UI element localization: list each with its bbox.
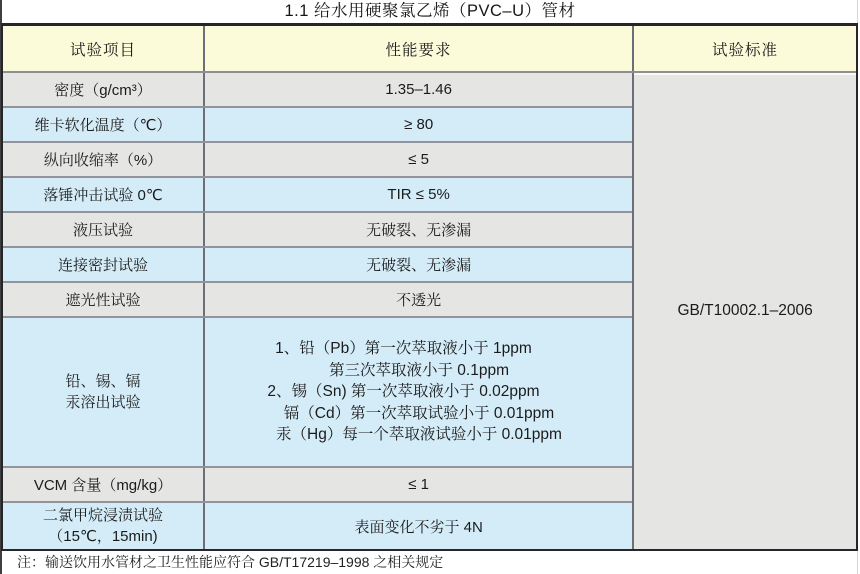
standard-value: GB/T10002.1–2006 — [677, 302, 813, 319]
requirement-value: ≥ 80 — [205, 108, 632, 141]
table-row-shrinkage — [3, 141, 632, 176]
test-item-line2: 汞溶出试验 — [65, 394, 141, 411]
test-item-label: 液压试验 — [3, 213, 205, 246]
header-test-standard: 试验标准 — [634, 26, 856, 71]
table-row-dichloromethane — [3, 501, 632, 549]
requirement-line: 镉（Cd）第一次萃取试验小于 0.01ppm — [283, 404, 555, 422]
requirement-value: 无破裂、无渗漏 — [205, 248, 632, 281]
table-body-left — [3, 73, 632, 549]
test-item-label — [3, 503, 205, 549]
test-item-label: 维卡软化温度（℃） — [3, 108, 205, 141]
requirement-line: 1、铅（Pb）第一次萃取液小于 1ppm — [275, 340, 532, 358]
test-item-line2: （15℃，15min) — [48, 528, 158, 545]
table-row-hydrostatic — [3, 211, 632, 246]
header-test-item: 试验项目 — [3, 26, 205, 71]
requirement-value: TIR ≤ 5% — [205, 178, 632, 211]
test-item-label: 纵向收缩率（%） — [3, 143, 205, 176]
table-row-vcm — [3, 466, 632, 501]
requirement-line: 2、锡（Sn) 第一次萃取液小于 0.02ppm — [267, 383, 540, 401]
spec-table — [1, 23, 858, 551]
test-item-label — [3, 318, 205, 466]
test-item-label: VCM 含量（mg/kg） — [3, 468, 205, 501]
test-item-label: 密度（g/cm³） — [3, 73, 205, 106]
table-header-row — [3, 26, 856, 73]
requirement-value — [205, 318, 632, 466]
requirement-line: 第三次萃取液小于 0.1ppm — [328, 361, 509, 379]
requirement-value: ≤ 5 — [205, 143, 632, 176]
requirement-value: 无破裂、无渗漏 — [205, 213, 632, 246]
requirement-value: 不透光 — [205, 283, 632, 316]
standard-cell — [632, 73, 856, 549]
page-title: 1.1 给水用硬聚氯乙烯（PVC–U）管材 — [284, 2, 576, 20]
header-performance-requirement: 性能要求 — [205, 26, 634, 71]
requirement-value: 表面变化不劣于 4N — [205, 503, 632, 549]
requirement-value: ≤ 1 — [205, 468, 632, 501]
requirement-line: 汞（Hg）每一个萃取液试验小于 0.01ppm — [276, 426, 562, 444]
table-row-vicat — [3, 106, 632, 141]
test-item-label: 遮光性试验 — [3, 283, 205, 316]
table-row-heavy-metals — [3, 316, 632, 466]
test-item-label: 落锤冲击试验 0℃ — [3, 178, 205, 211]
table-row-density — [3, 73, 632, 106]
test-item-line1: 铅、锡、镉 — [65, 373, 141, 390]
footnote: 注：输送饮用水管材之卫生性能应符合 GB/T17219–1998 之相关规定 — [17, 554, 444, 570]
requirement-value: 1.35–1.46 — [205, 73, 632, 106]
table-row-impact — [3, 176, 632, 211]
test-item-line1: 二氯甲烷浸渍试验 — [42, 507, 163, 524]
test-item-label: 连接密封试验 — [3, 248, 205, 281]
table-body — [3, 73, 856, 549]
table-row-opacity — [3, 281, 632, 316]
table-row-joint-seal — [3, 246, 632, 281]
